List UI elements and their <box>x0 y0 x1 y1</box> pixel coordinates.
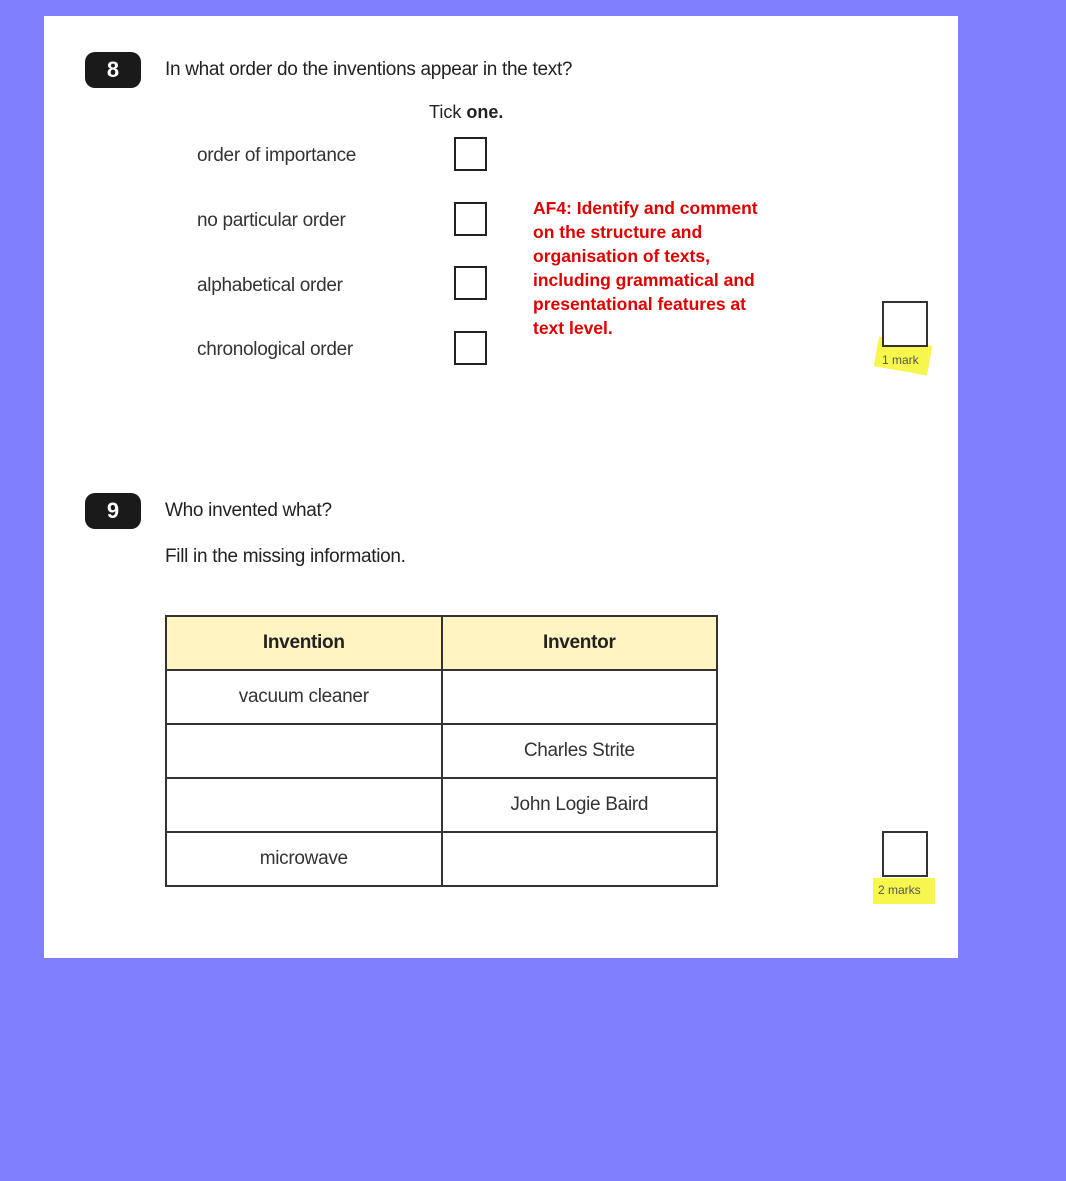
marks-label-q9: 2 marks <box>878 883 921 897</box>
cell-invention: vacuum cleaner <box>166 670 442 724</box>
tick-bold: one. <box>466 102 504 122</box>
inventions-table <box>165 615 718 887</box>
question-8-number: 8 <box>85 52 141 88</box>
tick-prefix: Tick <box>429 102 467 122</box>
question-9-text: Who invented what? <box>165 500 332 521</box>
marks-label-q8: 1 mark <box>882 353 919 367</box>
checkbox-no-particular-order[interactable] <box>454 202 487 236</box>
cell-invention-blank[interactable] <box>166 724 442 778</box>
cell-inventor-blank[interactable] <box>442 832 717 886</box>
header-invention: Invention <box>166 616 442 670</box>
table-row <box>166 832 717 886</box>
tick-one-label <box>429 102 503 123</box>
option-label: order of importance <box>197 145 357 166</box>
worksheet-page <box>44 16 958 958</box>
option-label: no particular order <box>197 210 346 231</box>
question-8-text: In what order do the inventions appear in the text? <box>165 59 573 80</box>
cell-invention-blank[interactable] <box>166 778 442 832</box>
option-label: chronological order <box>197 339 353 360</box>
marks-box-q9[interactable] <box>882 831 928 877</box>
checkbox-order-of-importance[interactable] <box>454 137 487 171</box>
table-row <box>166 670 717 724</box>
question-9-instruction: Fill in the missing information. <box>165 546 406 567</box>
table-row <box>166 724 717 778</box>
checkbox-chronological-order[interactable] <box>454 331 487 365</box>
cell-inventor: Charles Strite <box>442 724 717 778</box>
table-row <box>166 778 717 832</box>
assessment-focus-note: AF4: Identify and comment on the structure and organisation of texts, including grammatical and presentational features at text level. <box>533 198 758 338</box>
header-inventor: Inventor <box>442 616 717 670</box>
cell-inventor: John Logie Baird <box>442 778 717 832</box>
table-header-row <box>166 616 717 670</box>
marks-box-q8[interactable] <box>882 301 928 347</box>
cell-inventor-blank[interactable] <box>442 670 717 724</box>
question-9-number: 9 <box>85 493 141 529</box>
cell-invention: microwave <box>166 832 442 886</box>
option-label: alphabetical order <box>197 275 343 296</box>
checkbox-alphabetical-order[interactable] <box>454 266 487 300</box>
